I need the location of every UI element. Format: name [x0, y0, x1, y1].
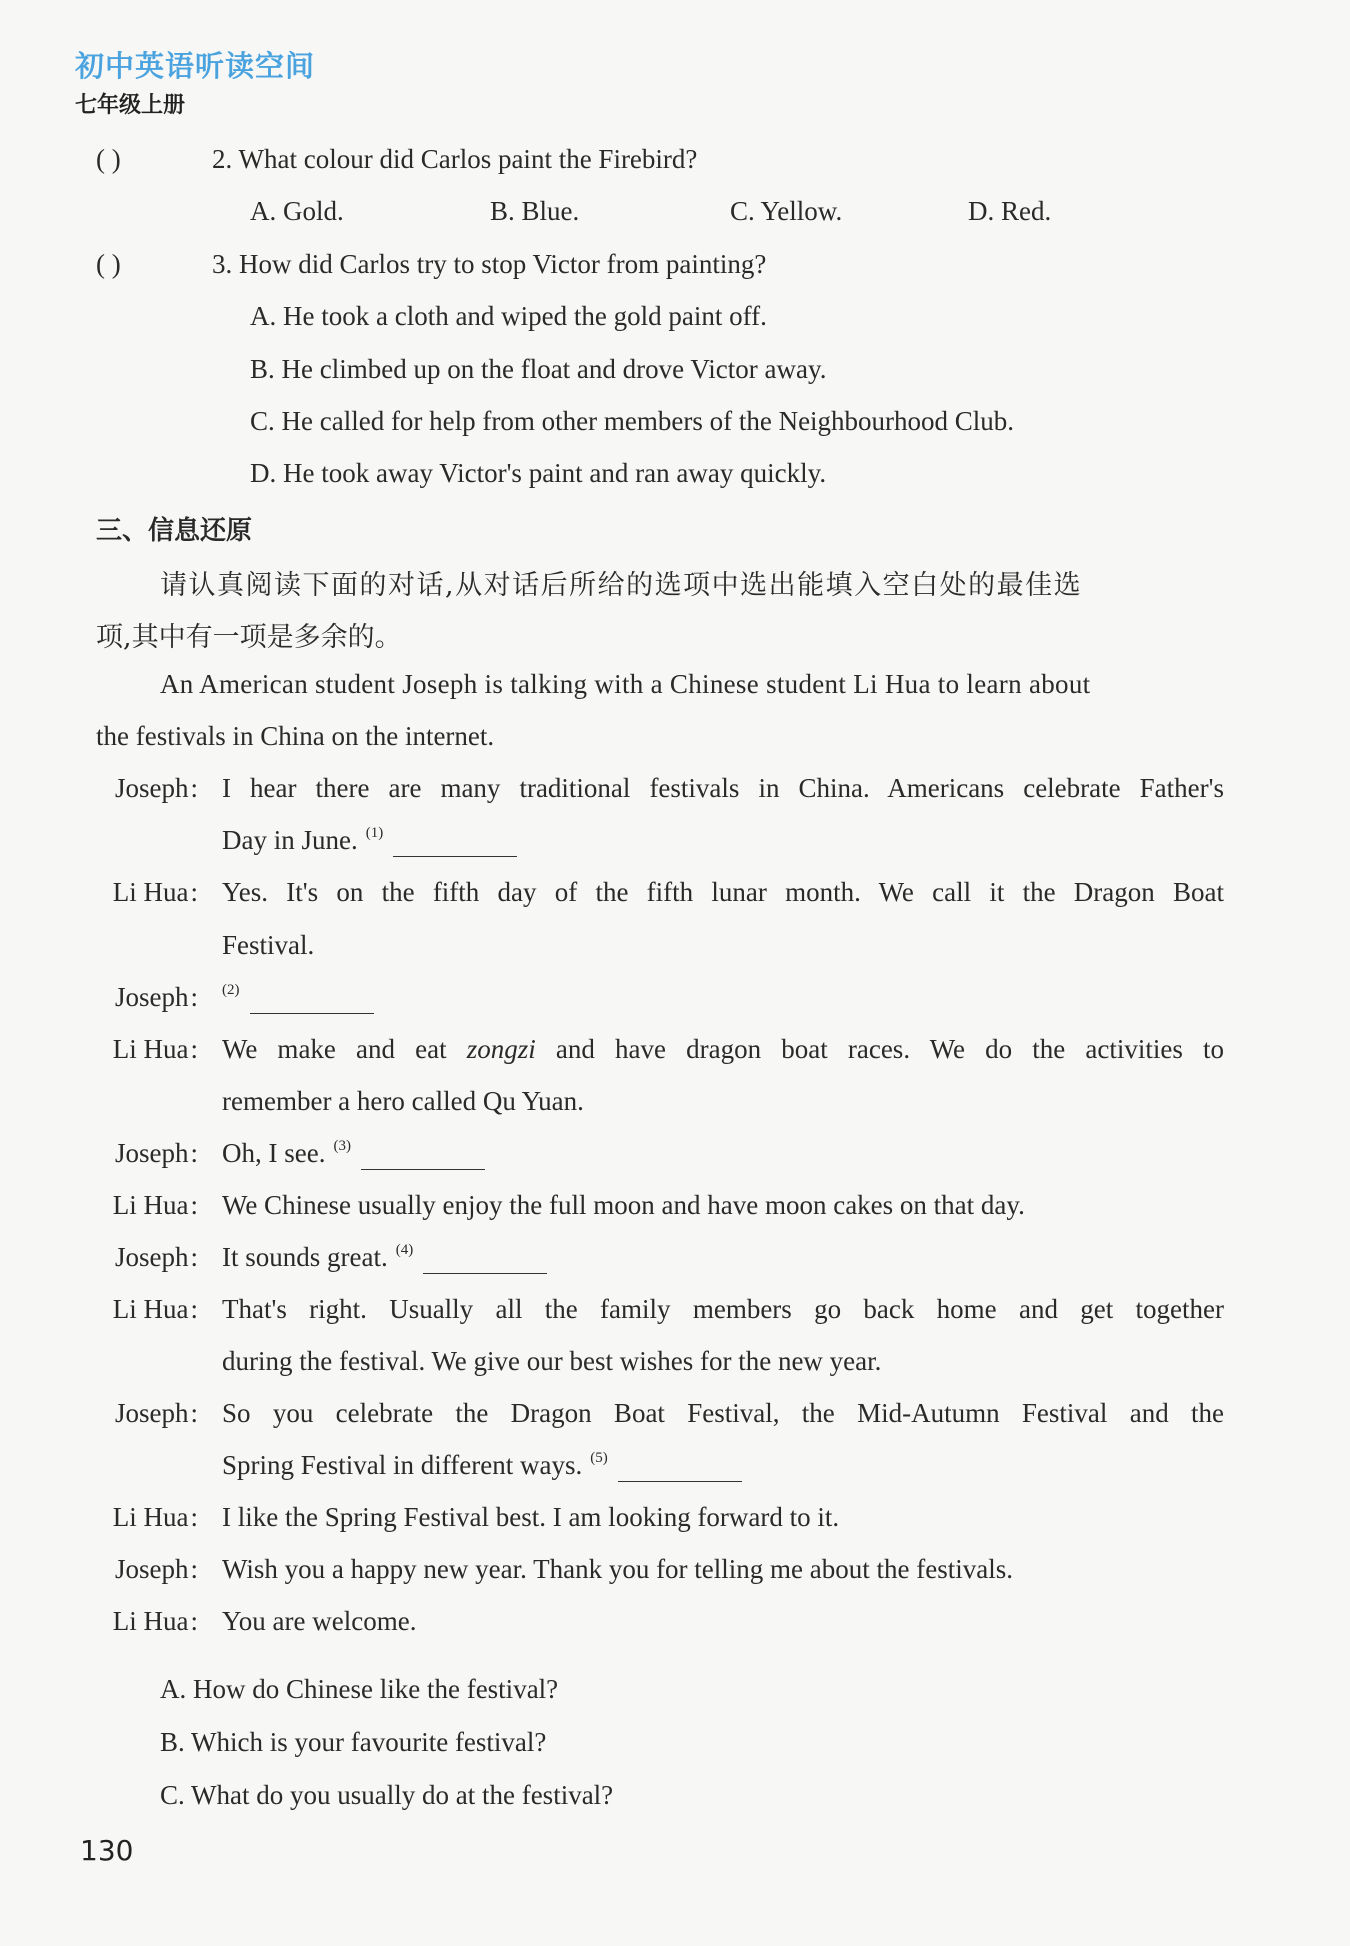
section-heading: 三、信息还原 [96, 516, 253, 546]
q3-option-b: B. He climbed up on the float and drove Victor away. [250, 354, 827, 384]
speaker-li-hua: Li Hua: [112, 1502, 198, 1532]
speaker-li-hua: Li Hua: [112, 1606, 198, 1636]
q2-option-b: B. Blue. [490, 196, 580, 226]
intro-line-1: An American student Joseph is talking with a Chinese student Li Hua to learn about [160, 669, 1091, 699]
dialogue-line: Oh, I see. $^{(3)}$ [222, 1138, 485, 1170]
answer-paren-q3: ( ) [96, 249, 121, 279]
q2-option-a: A. Gold. [250, 196, 344, 226]
blank-number: (3) [333, 1138, 351, 1154]
q2-option-d: D. Red. [968, 196, 1052, 226]
blank-number: (1) [365, 825, 384, 841]
instruction-line-1: 请认真阅读下面的对话,从对话后所给的选项中选出能填入空白处的最佳选 [160, 570, 1083, 601]
speaker-joseph: Joseph: [114, 1398, 198, 1428]
speaker-joseph: Joseph: [114, 1242, 198, 1272]
speaker-li-hua: Li Hua: [112, 1294, 198, 1324]
dialogue-line: Spring Festival in different ways. $^{(5)}$ [222, 1450, 742, 1482]
dialogue-line: That's right. Usually all the family members go back home and get together [222, 1294, 1224, 1324]
answer-option-b: B. Which is your favourite festival? [160, 1727, 547, 1757]
speaker-joseph: Joseph: [114, 773, 198, 803]
dialogue-line: I hear there are many traditional festivals in China. Americans celebrate Father's [222, 773, 1224, 803]
answer-blank-5[interactable] [618, 1459, 742, 1482]
dialogue-line: So you celebrate the Dragon Boat Festival, the Mid-Autumn Festival and the [222, 1398, 1224, 1428]
dialogue-line: Yes. It's on the fifth day of the fifth lunar month. We call it the Dragon Boat [222, 877, 1224, 907]
answer-option-c: C. What do you usually do at the festival? [160, 1780, 614, 1810]
blank-number: (2) [222, 982, 240, 998]
instruction-line-2: 项,其中有一项是多余的。 [96, 622, 402, 653]
blank-number: (4) [395, 1242, 414, 1258]
speaker-li-hua: Li Hua: [112, 1190, 198, 1220]
answer-blank-2[interactable] [250, 991, 374, 1014]
speaker-li-hua: Li Hua: [112, 877, 198, 907]
question-3-stem: 3. How did Carlos try to stop Victor from painting? [212, 249, 767, 279]
dialogue-line: We make and eat zongzi and have dragon boat races. We do the activities to [222, 1034, 1224, 1064]
q3-option-c: C. He called for help from other members of the Neighbourhood Club. [250, 406, 1015, 436]
dialogue-line: We Chinese usually enjoy the full moon and have moon cakes on that day. [222, 1190, 1025, 1220]
q2-option-c: C. Yellow. [730, 196, 843, 226]
answer-option-a: A. How do Chinese like the festival? [160, 1674, 559, 1704]
dialogue-line: Wish you a happy new year. Thank you for telling me about the festivals. [222, 1554, 1013, 1584]
q3-option-d: D. He took away Victor's paint and ran away quickly. [250, 458, 827, 488]
speaker-li-hua: Li Hua: [112, 1034, 198, 1064]
speaker-joseph: Joseph: [114, 1138, 198, 1168]
question-2-stem: 2. What colour did Carlos paint the Firebird? [212, 144, 698, 174]
dialogue-line: Day in June. $^{(1)}$ [222, 825, 517, 857]
blank-number: (5) [590, 1450, 608, 1466]
dialogue-line: You are welcome. [222, 1606, 417, 1636]
dialogue-line: during the festival. We give our best wishes for the new year. [222, 1346, 882, 1376]
answer-blank-1[interactable] [393, 834, 517, 857]
q3-option-a: A. He took a cloth and wiped the gold paint off. [250, 301, 767, 331]
dialogue-line: remember a hero called Qu Yuan. [222, 1086, 584, 1116]
answer-blank-4[interactable] [423, 1251, 547, 1274]
dialogue-line: I like the Spring Festival best. I am looking forward to it. [222, 1502, 840, 1532]
dialogue-line [222, 982, 374, 1014]
page-number: 130 [80, 1834, 134, 1867]
book-title: 初中英语听读空间 [75, 49, 316, 83]
intro-line-2: the festivals in China on the internet. [96, 721, 495, 751]
answer-paren-q2: ( ) [96, 144, 121, 174]
speaker-joseph: Joseph: [114, 982, 198, 1012]
dialogue-line: Festival. [222, 930, 315, 960]
speaker-joseph: Joseph: [114, 1554, 198, 1584]
grade-label: 七年级上册 [75, 93, 186, 118]
dialogue-line: It sounds great. $^{(4)}$ [222, 1242, 547, 1274]
answer-blank-3[interactable] [361, 1147, 485, 1170]
